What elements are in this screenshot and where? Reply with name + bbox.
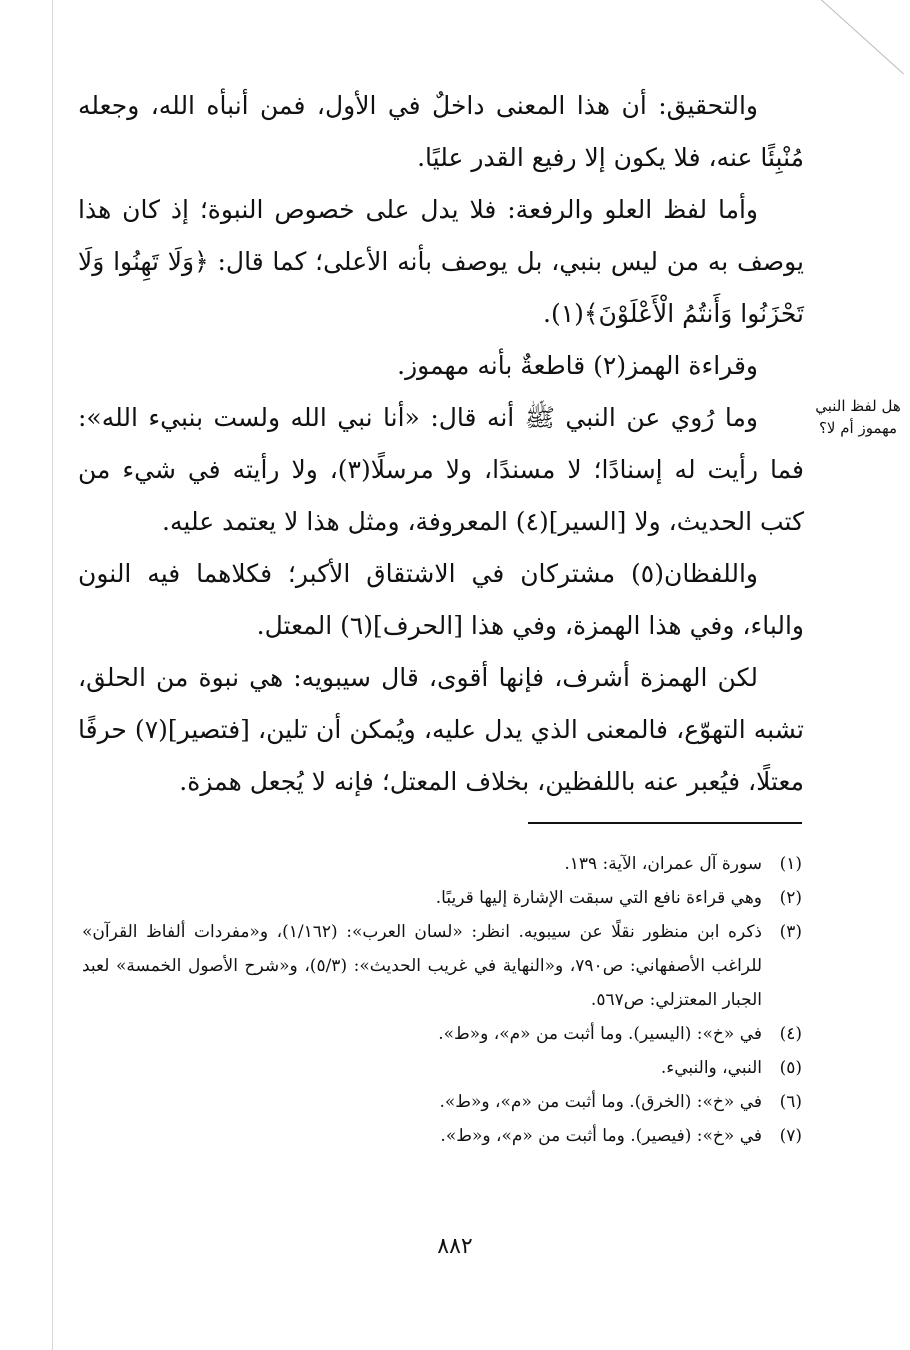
scan-edge-line bbox=[52, 0, 53, 1350]
paragraph-4: وما رُوي عن النبي ﷺ أنه قال: «أنا نبي الله ولست بنبيء الله»: فما رأيت له إسنادًا؛ لا مسندًا، ولا مرسلًا(٣)، ولا رأيته في شيء من كتب الحديث، ولا [السير](٤) المعروفة، ومثل هذا لا يعتمد عليه. bbox=[78, 403, 804, 536]
footnote-6 bbox=[82, 1085, 802, 1119]
footnote-text: في «خ»: (فيصير). وما أثبت من «م»، و«ط». bbox=[440, 1126, 762, 1146]
footnote-2 bbox=[82, 881, 802, 915]
footnote-3 bbox=[82, 915, 802, 1017]
footnote-number: (٤) bbox=[779, 1024, 802, 1044]
footnote-number: (٣) bbox=[779, 922, 802, 942]
paragraph-2: وأما لفظ العلو والرفعة: فلا يدل على خصوص النبوة؛ إذ كان هذا يوصف به من ليس بنبي، بل يوصف بأنه الأعلى؛ كما قال: ﴿وَلَا تَهِنُوا وَلَا تَحْزَنُوا وَأَنتُمُ الْأَعْلَوْنَ﴾(١). bbox=[78, 195, 804, 328]
footnote-text: في «خ»: (اليسير). وما أثبت من «م»، و«ط». bbox=[438, 1024, 762, 1044]
footnote-number: (١) bbox=[779, 854, 802, 874]
footnote-4 bbox=[82, 1017, 802, 1051]
footnote-text: سورة آل عمران، الآية: ١٣٩. bbox=[564, 854, 762, 874]
paragraph-1: والتحقيق: أن هذا المعنى داخلٌ في الأول، فمن أنبأه الله، وجعله مُنْبِئًا عنه، فلا يكون إلا رفيع القدر عليًا. bbox=[78, 91, 804, 172]
footnote-number: (٥) bbox=[779, 1058, 802, 1078]
footnote-text: النبي، والنبيء. bbox=[660, 1058, 762, 1078]
scan-corner-line bbox=[799, 0, 904, 74]
paragraph-5: واللفظان(٥) مشتركان في الاشتقاق الأكبر؛ فكلاهما فيه النون والباء، وفي هذا الهمزة، وفي هذا [الحرف](٦) المعتل. bbox=[78, 559, 804, 640]
footnote-7 bbox=[82, 1119, 802, 1153]
footnote-text: ذكره ابن منظور نقلًا عن سيبويه. انظر: «لسان العرب»: (١/١٦٢)، و«مفردات ألفاظ القرآن» للراغب الأصفهاني: ص٧٩٠، و«النهاية في غريب الحديث»: (٥/٣)، و«شرح الأصول الخمسة» لعبد الجبار المعتزلي: ص٥٦٧. bbox=[82, 922, 762, 1010]
main-text bbox=[78, 80, 804, 808]
footnote-number: (٧) bbox=[779, 1126, 802, 1146]
paragraph-6: لكن الهمزة أشرف، فإنها أقوى، قال سيبويه: هي نبوة من الحلق، تشبه التهوّع، فالمعنى الذي يدل عليه، ويُمكن أن تلين، [فتصير](٧) حرفًا معتلًا، فيُعبر عنه باللفظين، بخلاف المعتل؛ فإنه لا يُجعل همزة. bbox=[78, 663, 804, 796]
footnote-text: وهي قراءة نافع التي سبقت الإشارة إليها قريبًا. bbox=[435, 888, 762, 908]
footnote-number: (٦) bbox=[779, 1092, 802, 1112]
paragraph-3: وقراءة الهمز(٢) قاطعةٌ بأنه مهموز. bbox=[397, 351, 758, 380]
page-number: ٨٨٢ bbox=[437, 1234, 473, 1259]
footnotes bbox=[82, 847, 802, 1153]
margin-note: هل لفظ النبي مهموز أم لا؟ bbox=[815, 397, 901, 437]
footnote-separator bbox=[528, 822, 802, 824]
footnote-5 bbox=[82, 1051, 802, 1085]
footnote-text: في «خ»: (الخرق). وما أثبت من «م»، و«ط». bbox=[439, 1092, 762, 1112]
footnote-1 bbox=[82, 847, 802, 881]
footnote-number: (٢) bbox=[779, 888, 802, 908]
